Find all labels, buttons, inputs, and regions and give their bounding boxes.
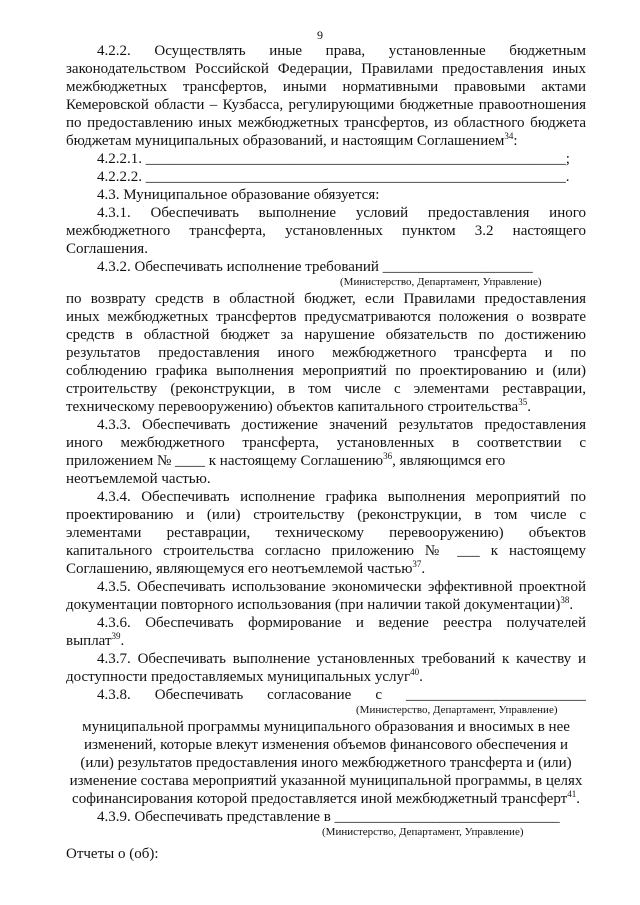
text-fragment: приложением № ____ к настоящему Соглашению [66,453,384,469]
text-line: неотъемлемой частью. [66,471,211,487]
page-number: 9 [317,28,323,42]
text-line: изменений, которые влекут изменения объемов финансового обеспечения и [83,737,568,753]
text-line: Соглашения. [66,241,148,257]
text-line: Отчеты о (об): [66,846,159,862]
footnote-ref: 35 [518,398,528,407]
text-line: средств в областной бюджет за нарушение обязательств по достижению [66,327,586,343]
text-fragment: техническому перевооружению) объектов капитального строительства [66,399,519,415]
text-line: изменение состава мероприятий указанной муниципальной программы, в целях [69,773,583,789]
form-hint: (Министерство, Департамент, Управление) [356,704,558,716]
text-line [66,452,586,470]
text-line: 4.3.4. Обеспечивать исполнение графика выполнения мероприятий по [97,489,586,505]
text-line: по предоставлению иных межбюджетных трансфертов, из областного бюджета [66,115,586,131]
footnote-ref: 38 [560,596,570,605]
footnote-ref: 40 [410,668,420,677]
text-fragment: софинансирования которой предоставляется иной межбюджетный трансферт [72,791,568,807]
text-line: Кемеровской области – Кузбасса, регулирующими бюджетные правоотношения [66,97,586,113]
text-line: (или) результатов предоставления иного межбюджетного трансферта и (или) [80,755,572,771]
text-line: 4.3.9. Обеспечивать представление в ______________________________ [97,809,560,825]
footnote-ref: 37 [412,560,422,569]
text-line: проектированию и (или) строительству (реконструкции, в том числе с [66,507,586,523]
text-line: выплат$^{39}$. [66,632,125,649]
text-line: строительству (реконструкции, в том числе с элементами реставрации, [66,381,586,397]
form-hint: (Министерство, Департамент, Управление) [322,826,524,838]
text-line: 4.3.2. Обеспечивать исполнение требований ____________________ [97,259,533,275]
text-line: 4.3.6. Обеспечивать формирование и ведение реестра получателей [97,615,586,631]
text-fragment: бюджетам муниципальных образований, и настоящим Соглашением [66,133,505,149]
text-line: иного межбюджетного трансферта, установленных в соответствии с [66,435,586,451]
text-line: софинансирования которой предоставляется иной межбюджетный трансферт$^{41}$. [72,790,580,807]
text-line: 4.2.2. Осуществлять иные права, установленные бюджетным [97,43,586,59]
footnote-ref: 34 [504,132,514,141]
text-fragment: выплат [66,633,112,649]
text-line: результатов предоставления иного межбюджетного трансферта и по [66,345,586,361]
text-line: 4.3.5. Обеспечивать использование экономически эффективной проектной [97,579,586,595]
form-hint: (Министерство, Департамент, Управление) [340,276,542,288]
footnote-ref: 39 [111,632,121,641]
text-line: по возврату средств в областной бюджет, если Правилами предоставления [66,291,586,307]
text-line: капитального строительства согласно приложению № ___ к настоящему [66,543,586,559]
text-line: доступности предоставляемых муниципальных услуг$^{40}$. [66,668,423,685]
text-line: муниципальной программы муниципального образования и вносимых в нее [82,719,570,735]
text-line: иных межбюджетных трансфертов предусматриваются положения о возврате [66,309,586,325]
text-line: 4.3. Муниципальное образование обязуется: [97,187,380,203]
text-line: Соглашению, являющемуся его неотъемлемой частью$^{37}$. [66,560,426,577]
text-line: 4.3.7. Обеспечивать выполнение установленных требований к качеству и [97,651,586,667]
text-line: 4.3.1. Обеспечивать выполнение условий предоставления иного [97,205,586,221]
text-line: документации повторного использования (при наличии такой документации)$^{38}$. [66,596,574,613]
text-line: элементами реставрации, техническому перевооружению) объектов [66,525,586,541]
text-fragment: , являющимся его [392,453,506,469]
text-line: техническому перевооружению) объектов капитального строительства$^{35}$. [66,398,531,415]
text-fragment: доступности предоставляемых муниципальных услуг [66,669,411,685]
text-fragment: Соглашению, являющемуся его неотъемлемой частью [66,561,413,577]
text-line: соблюдению графика выполнения мероприятий по проектированию и (или) [66,363,586,379]
text-line: 4.3.8. Обеспечивать согласование с ________________________ [97,687,586,703]
text-line: 4.2.2.1. ________________________________________________________; [97,151,570,167]
text-line: 4.3.3. Обеспечивать достижение значений результатов предоставления [97,417,586,433]
text-fragment: документации повторного использования (при наличии такой документации) [66,597,561,613]
text-line: межбюджетного трансферта, установленных пунктом 3.2 настоящего [66,223,586,239]
footnote-ref: 36 [383,452,393,461]
text-line: бюджетам муниципальных образований, и настоящим Соглашением$^{34}$: [66,132,518,149]
footnote-ref: 41 [567,790,577,799]
text-line: 4.2.2.2. ________________________________________________________. [97,169,570,185]
text-line: межбюджетных трансфертов, иными нормативными правовыми актами [66,79,586,95]
text-line: законодательством Российской Федерации, Правилами предоставления иных [66,61,586,77]
